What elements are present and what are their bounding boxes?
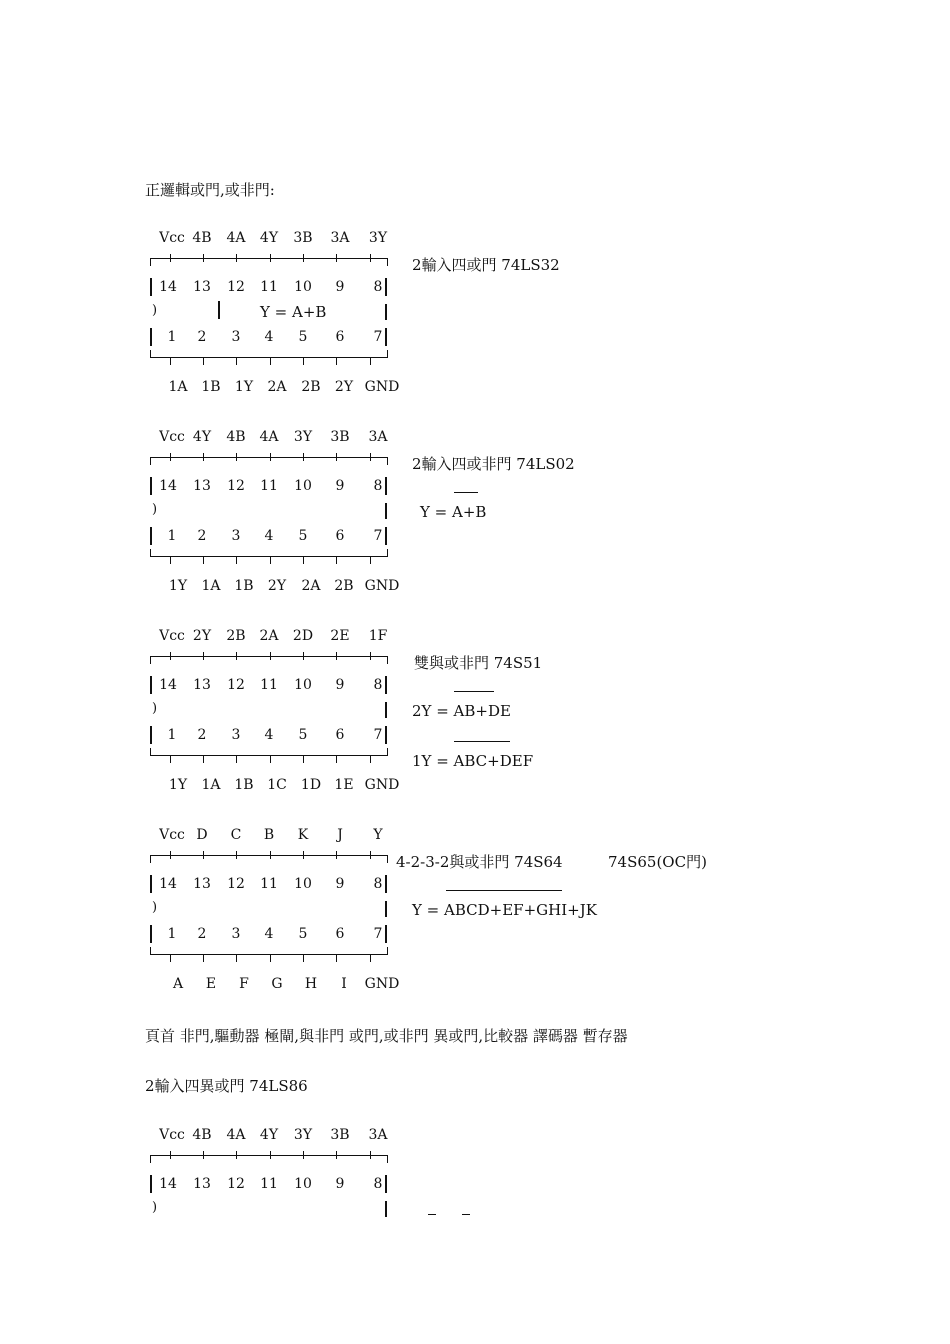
chip-formula: Y = A+B [260,303,327,321]
top-pin-label: 2A [259,628,279,644]
bottom-pin-label: GND [364,777,400,793]
chip-outline [370,851,371,859]
bottom-pin-label: E [205,976,217,992]
top-pin-number: 13 [193,677,211,693]
top-pin-number: 10 [294,279,312,295]
top-pin-number: 14 [159,677,177,693]
chip-outline [370,254,371,262]
chip-outline [170,652,171,660]
top-pin-number: 12 [227,279,245,295]
bottom-pin-label: 1A [201,578,221,594]
chip-outline [203,1151,204,1159]
top-pin-number: 11 [260,1176,278,1192]
chip-outline [387,1155,388,1163]
chip-outline [203,851,204,859]
nav-line: 頁首 非門,驅動器 極閘,與非門 或門,或非門 異或門,比較器 譯碼器 暫存器 [145,1027,628,1045]
bottom-pin-label: 1C [267,777,287,793]
top-pin-label: 3A [368,1127,388,1143]
chip-outline [336,851,337,859]
top-pin-label: 2B [226,628,246,644]
chip-outline [303,556,304,564]
chip-outline [203,357,204,365]
top-pin-label: 3Y [368,230,388,246]
chip-formula: Y = A+B [420,503,487,521]
chip-notch: ) [152,303,158,318]
bottom-pin-label: 1E [334,777,354,793]
bottom-pin-number: 5 [298,727,308,743]
bottom-pin-number: 7 [373,329,383,345]
chip-outline [150,457,388,458]
bottom-pin-number: 3 [231,329,241,345]
top-pin-number: 8 [373,1176,383,1192]
chip-outline [270,357,271,365]
top-pin-number: 9 [335,478,345,494]
chip-outline [150,855,388,856]
chip-outline [336,254,337,262]
chip-outline [236,1151,237,1159]
bottom-pin-number: 6 [335,528,345,544]
chip-title: 2輸入四或非門 74LS02 [412,455,575,473]
chip-outline [303,851,304,859]
top-pin-label: 3Y [293,1127,313,1143]
chip-outline [203,254,204,262]
top-pin-label: 2E [330,628,350,644]
chip-outline [150,656,151,664]
top-pin-number: 11 [260,478,278,494]
top-pin-number: 13 [193,876,211,892]
top-pin-label: 3B [330,1127,350,1143]
chip-outline [385,503,387,519]
chip-outline [303,652,304,660]
bottom-pin-label: 1D [300,777,322,793]
chip-outline [370,556,371,564]
chip-outline [370,453,371,461]
chip-outline [385,726,387,744]
top-pin-number: 11 [260,677,278,693]
chip-outline [236,556,237,564]
chip-outline [170,1151,171,1159]
chip-outline [150,726,152,744]
bottom-pin-label: G [271,976,283,992]
chip-outline [385,875,387,893]
bottom-pin-label: 1Y [234,379,254,395]
chip-outline [203,453,204,461]
chip-outline [385,477,387,495]
chip-outline [336,755,337,763]
chip-outline [150,278,152,296]
bottom-pin-number: 5 [298,926,308,942]
chip-outline [150,755,388,756]
top-pin-number: 9 [335,279,345,295]
bottom-pin-number: 3 [231,528,241,544]
top-pin-label: 4A [226,1127,246,1143]
chip-outline [270,453,271,461]
top-pin-number: 10 [294,478,312,494]
chip-outline [385,278,387,296]
chip-formula-1y: 1Y = ABC+DEF [412,752,534,770]
chip-outline [385,676,387,694]
chip-outline [385,702,387,718]
chip-outline [303,254,304,262]
bottom-pin-number: 1 [167,528,177,544]
chip-outline [336,556,337,564]
top-pin-number: 12 [227,876,245,892]
chip-outline [150,556,388,557]
chip-outline [150,457,151,465]
top-pin-label: Vcc [159,827,185,843]
top-pin-number: 13 [193,279,211,295]
top-pin-number: 10 [294,1176,312,1192]
chip-outline [370,1151,371,1159]
chip-outline [303,755,304,763]
top-pin-number: 9 [335,677,345,693]
chip-outline [336,357,337,365]
bottom-pin-label: I [341,976,347,992]
chip-outline [270,851,271,859]
top-pin-label: C [230,827,242,843]
bottom-pin-number: 7 [373,926,383,942]
top-pin-label: Vcc [159,429,185,445]
bottom-pin-number: 3 [231,727,241,743]
bottom-pin-label: H [304,976,318,992]
top-pin-label: 4Y [192,429,212,445]
chip-notch: ) [152,1200,158,1215]
chip-notch: ) [152,701,158,716]
top-pin-number: 13 [193,478,211,494]
chip-outline [370,954,371,962]
xor-heading: 2輸入四異或門 74LS86 [145,1077,308,1095]
chip-outline [203,954,204,962]
chip-outline [236,652,237,660]
top-pin-number: 8 [373,279,383,295]
chip-outline [303,357,304,365]
bottom-pin-number: 7 [373,528,383,544]
chip-outline [370,652,371,660]
chip-outline [303,954,304,962]
top-pin-number: 14 [159,478,177,494]
bottom-pin-label: 2B [301,379,321,395]
chip-outline [150,656,388,657]
chip-outline [150,855,151,863]
chip-outline [336,453,337,461]
chip-outline [170,254,171,262]
chip-notch: ) [152,502,158,517]
bottom-pin-number: 5 [298,329,308,345]
top-pin-label: 2Y [192,628,212,644]
bottom-pin-number: 2 [197,528,207,544]
top-pin-number: 12 [227,1176,245,1192]
chip-formula: Y = ABCD+EF+GHI+JK [412,901,597,919]
bottom-pin-number: 2 [197,926,207,942]
bottom-pin-label: 2Y [334,379,354,395]
chip-outline [150,925,152,943]
chip-outline [170,556,171,564]
top-pin-number: 12 [227,478,245,494]
chip-outline [236,755,237,763]
chip-outline [150,258,388,259]
chip-outline [385,527,387,545]
top-pin-label: Vcc [159,628,185,644]
top-pin-label: 4A [226,230,246,246]
top-pin-label: Vcc [159,1127,185,1143]
chip-title: 2輸入四或門 74LS32 [412,256,560,274]
chip-outline [385,901,387,917]
chip-outline [236,851,237,859]
chip-outline [385,1201,387,1217]
chip-outline [150,527,152,545]
chip-outline [303,1151,304,1159]
top-pin-label: 2D [292,628,314,644]
bottom-pin-label: 2A [267,379,287,395]
bottom-pin-label: 1Y [168,777,188,793]
chip-outline [203,652,204,660]
bottom-pin-label: 2Y [267,578,287,594]
top-pin-label: 3Y [293,429,313,445]
top-pin-number: 9 [335,876,345,892]
chip-title: 4-2-3-2與或非門 74S64 [396,853,563,871]
bottom-pin-label: GND [364,976,400,992]
bottom-pin-label: F [239,976,249,992]
chip-title: 雙與或非門 74S51 [414,654,543,672]
chip-outline [336,1151,337,1159]
top-pin-label: 4Y [259,1127,279,1143]
chip-outline [170,755,171,763]
top-pin-number: 14 [159,1176,177,1192]
bottom-pin-label: GND [364,578,400,594]
chip-outline [336,954,337,962]
bottom-pin-number: 3 [231,926,241,942]
bottom-pin-label: 1Y [168,578,188,594]
top-pin-label: 4B [192,1127,212,1143]
chip-outline [150,328,152,346]
chip-outline [270,652,271,660]
top-pin-number: 14 [159,279,177,295]
bottom-pin-number: 1 [167,926,177,942]
top-pin-number: 10 [294,677,312,693]
intro-heading: 正邏輯或門,或非門: [145,181,275,199]
chip-outline [170,357,171,365]
top-pin-label: 4Y [259,230,279,246]
chip-outline [236,357,237,365]
bottom-pin-number: 2 [197,727,207,743]
top-pin-number: 11 [260,279,278,295]
chip-outline [387,457,388,465]
top-pin-label: Vcc [159,230,185,246]
top-pin-label: D [196,827,208,843]
chip-outline [387,656,388,664]
top-pin-number: 9 [335,1176,345,1192]
chip-outline [150,676,152,694]
chip-outline [387,258,388,266]
chip-outline [385,1175,387,1193]
chip-outline [370,755,371,763]
top-pin-number: 8 [373,677,383,693]
top-pin-label: 4B [226,429,246,445]
bottom-pin-number: 4 [264,727,274,743]
bottom-pin-number: 6 [335,727,345,743]
chip-outline [150,875,152,893]
bottom-pin-label: GND [364,379,400,395]
chip-outline [170,954,171,962]
bottom-pin-label: 2B [334,578,354,594]
chip-outline [385,328,387,346]
chip-outline [236,254,237,262]
bottom-pin-number: 6 [335,926,345,942]
top-pin-label: J [337,827,343,843]
top-pin-number: 13 [193,1176,211,1192]
chip-outline [270,556,271,564]
chip-outline [270,254,271,262]
bottom-pin-label: 1B [201,379,221,395]
chip-outline [303,453,304,461]
chip-outline [203,556,204,564]
bottom-pin-label: A [172,976,184,992]
top-pin-number: 8 [373,478,383,494]
top-pin-label: 4B [192,230,212,246]
top-pin-label: 1F [368,628,388,644]
chip-outline [150,258,151,266]
top-pin-number: 14 [159,876,177,892]
chip-outline [270,1151,271,1159]
bottom-pin-number: 5 [298,528,308,544]
bottom-pin-number: 4 [264,926,274,942]
chip-outline [203,755,204,763]
chip-outline [150,477,152,495]
chip-outline [236,954,237,962]
bottom-pin-number: 7 [373,727,383,743]
chip-outline [336,652,337,660]
bottom-pin-label: 1A [168,379,188,395]
chip-outline [387,855,388,863]
top-pin-label: 3A [368,429,388,445]
chip-outline [150,1175,152,1193]
top-pin-number: 11 [260,876,278,892]
chip-formula-2y: 2Y = AB+DE [412,702,511,720]
chip-outline [270,755,271,763]
top-pin-label: K [297,827,309,843]
top-pin-number: 8 [373,876,383,892]
chip-outline [385,925,387,943]
chip-outline [385,304,387,320]
chip-outline [150,1155,388,1156]
top-pin-label: B [263,827,275,843]
chip-outline [150,1155,151,1163]
top-pin-number: 10 [294,876,312,892]
chip-title-extra: 74S65(OC門) [608,853,707,871]
top-pin-number: 12 [227,677,245,693]
top-pin-label: 4A [259,429,279,445]
chip-outline [150,357,388,358]
chip-outline [270,954,271,962]
bottom-pin-number: 4 [264,528,274,544]
chip-outline [370,357,371,365]
bottom-pin-number: 2 [197,329,207,345]
bottom-pin-number: 1 [167,727,177,743]
bottom-pin-number: 6 [335,329,345,345]
bottom-pin-label: 1B [234,578,254,594]
top-pin-label: 3B [293,230,313,246]
bottom-pin-label: 1B [234,777,254,793]
bottom-pin-number: 1 [167,329,177,345]
top-pin-label: 3B [330,429,350,445]
chip-outline [170,453,171,461]
chip-outline [236,453,237,461]
chip-notch: ) [152,900,158,915]
chip-outline [170,851,171,859]
chip-outline [150,954,388,955]
bottom-pin-number: 4 [264,329,274,345]
bottom-pin-label: 2A [301,578,321,594]
top-pin-label: 3A [330,230,350,246]
bottom-pin-label: 1A [201,777,221,793]
top-pin-label: Y [373,827,383,843]
